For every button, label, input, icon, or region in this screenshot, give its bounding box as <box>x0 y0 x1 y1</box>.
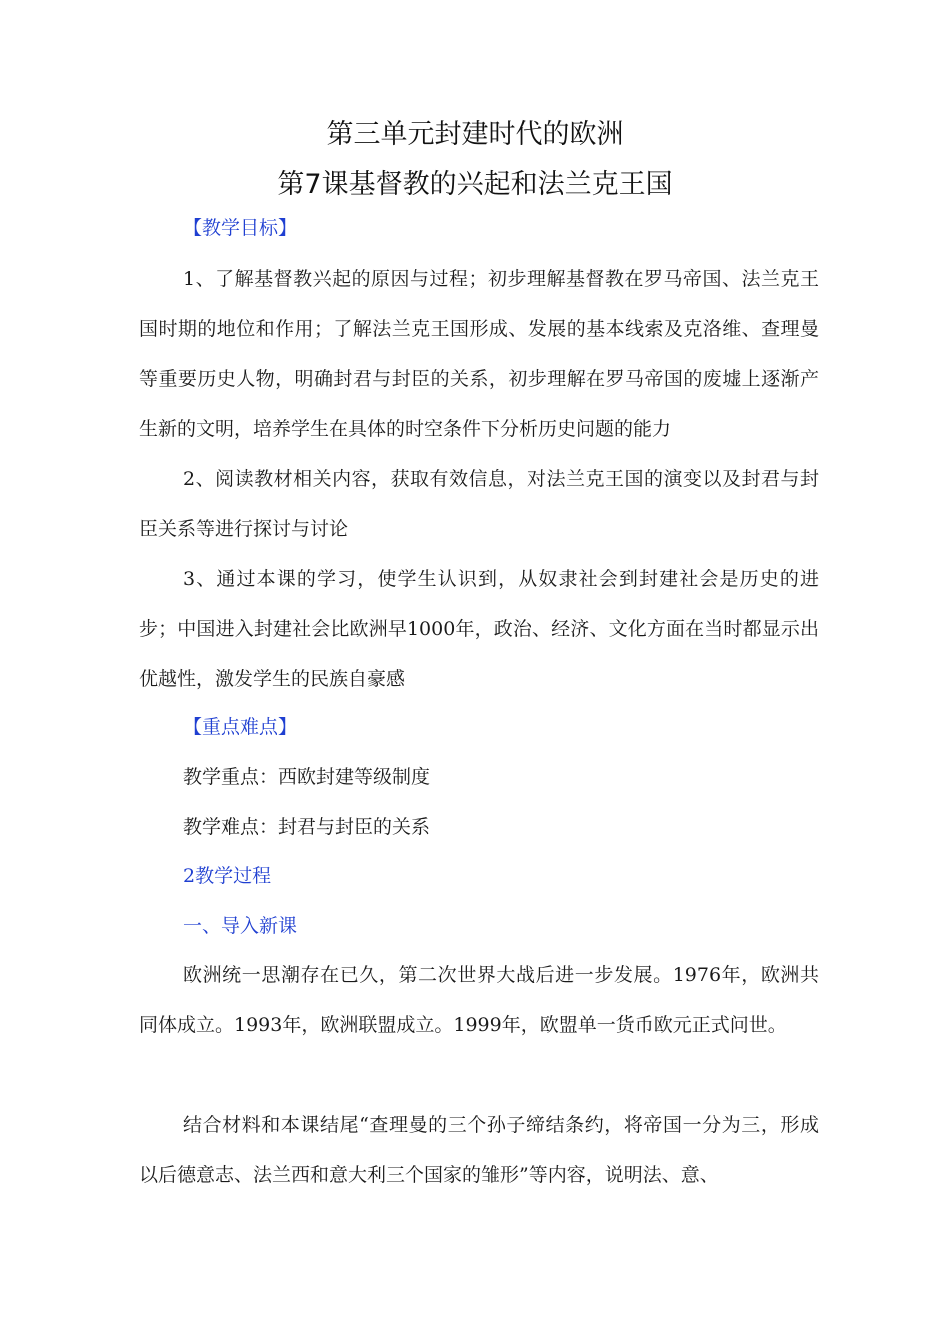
material-paragraph: 结合材料和本课结尾“查理曼的三个孙子缔结条约，将帝国一分为三，形成以后德意志、法兰西和意大利三个国家的雏形”等内容，说明法、意、 <box>139 1114 819 1186</box>
goal-3-paragraph: 3、通过本课的学习，使学生认识到，从奴隶社会到封建社会是历史的进步；中国进入封建社会比欧洲早1000年，政治、经济、文化方面在当时都显示出优越性，激发学生的民族自豪感 <box>139 568 819 690</box>
goal-2-paragraph: 2、阅读教材相关内容，获取有效信息，对法兰克王国的演变以及封君与封臣关系等进行探讨与讨论 <box>139 468 819 540</box>
key-difficult-heading: 【重点难点】 <box>183 716 298 738</box>
intro-heading: 一、导入新课 <box>183 915 298 937</box>
goal-1-paragraph: 1、了解基督教兴起的原因与过程；初步理解基督教在罗马帝国、法兰克王国时期的地位和作用；了解法兰克王国形成、发展的基本线索及克洛维、查理曼等重要历史人物，明确封君与封臣的关系，初步理解在罗马帝国的废墟上逐渐产生新的文明，培养学生在具体的时空条件下分析历史问题的能力 <box>139 268 819 440</box>
intro-paragraph: 欧洲统一思潮存在已久，第二次世界大战后进一步发展。1976年，欧洲共同体成立。1993年，欧洲联盟成立。1999年，欧盟单一货币欧元正式问世。 <box>139 964 819 1036</box>
lesson-title: 第7课基督教的兴起和法兰克王国 <box>277 169 673 200</box>
key-point-text: 教学重点：西欧封建等级制度 <box>183 766 431 788</box>
difficult-point-text: 教学难点：封君与封臣的关系 <box>183 816 431 838</box>
unit-title: 第三单元封建时代的欧洲 <box>326 119 624 150</box>
teaching-goals-heading: 【教学目标】 <box>183 217 298 239</box>
teaching-process-heading: 2教学过程 <box>183 865 272 887</box>
